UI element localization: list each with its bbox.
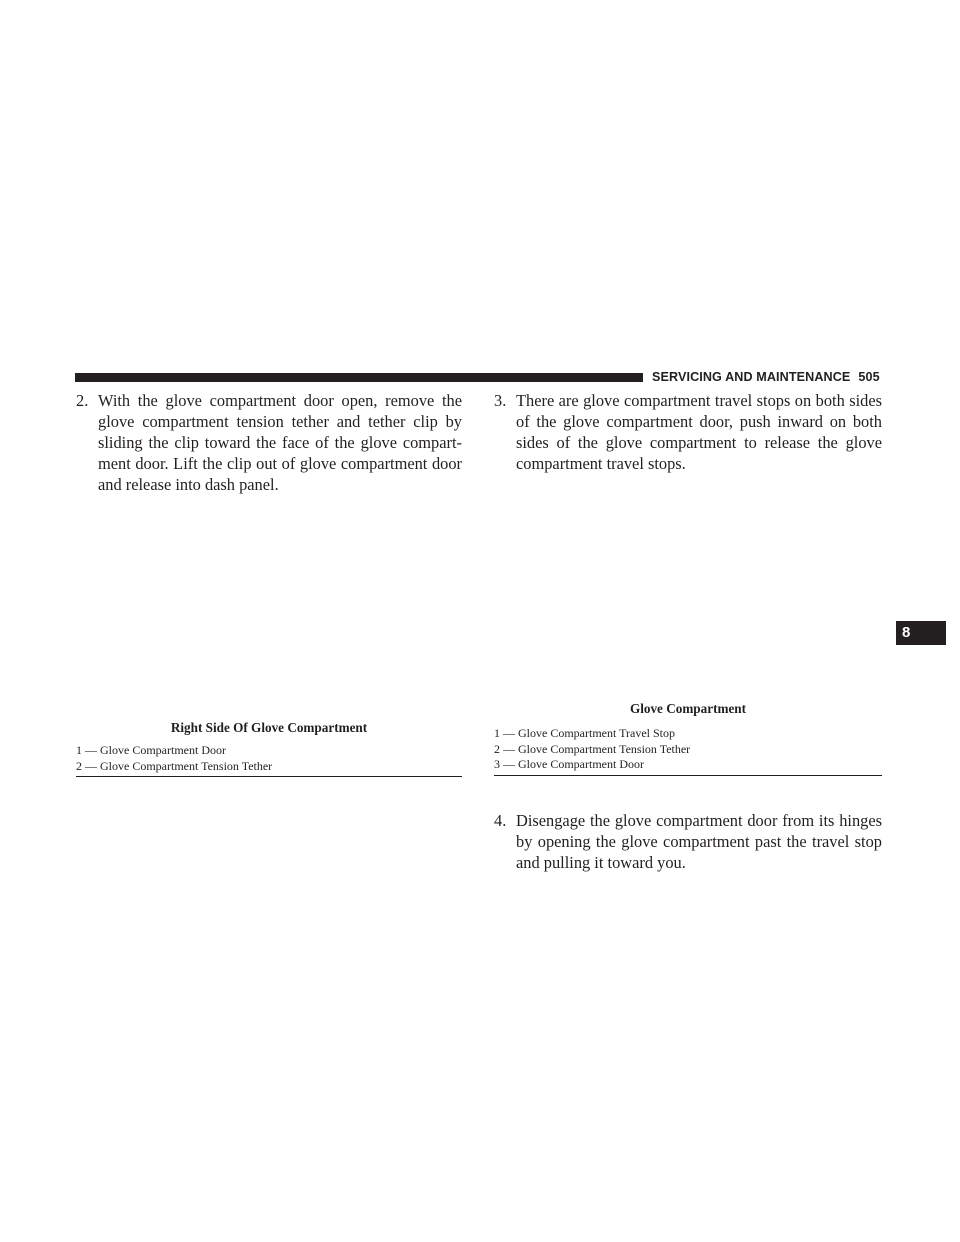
- legend-item: 1 — Glove Compartment Travel Stop: [494, 726, 675, 740]
- legend-item: 2 — Glove Compartment Tension Tether: [76, 758, 273, 773]
- figure-title-right-side: Right Side Of Glove Compartment: [170, 720, 368, 735]
- step-2-paragraph: [76, 390, 462, 495]
- figure-legend-right-side: [76, 743, 462, 777]
- step-number: 2.: [76, 391, 89, 410]
- section-title: SERVICING AND MAINTENANCE: [652, 370, 851, 384]
- page-number: 505: [858, 370, 880, 384]
- step-4-paragraph: [494, 810, 882, 873]
- legend-item: 1 — Glove Compartment Door: [76, 743, 226, 757]
- running-header: [652, 369, 892, 385]
- figure-legend-glove-compartment: [494, 726, 882, 776]
- step-text: With the glove compartment door open, remove the glove compartment tension tether and tether clip by sliding the clip toward the face of the glove compart-ment door. Lift the clip out of glove compartment door and release into dash panel.: [98, 391, 462, 494]
- step-text: There are glove compartment travel stops on both sides of the glove compartment door, push inward on both sides of the glove compartment to release the glove compartment travel stops.: [516, 391, 882, 473]
- figure-title-glove-compartment: Glove Compartment: [629, 701, 747, 716]
- legend-item: 2 — Glove Compartment Tension Tether: [494, 741, 691, 756]
- header-rule: [75, 373, 643, 382]
- step-text: Disengage the glove compartment door from its hinges by opening the glove compartment past the travel stop and pulling it toward you.: [516, 811, 882, 872]
- step-3-paragraph: [494, 390, 882, 474]
- step-number: 4.: [494, 811, 507, 830]
- chapter-tab: 8: [896, 621, 946, 645]
- step-number: 3.: [494, 391, 507, 410]
- legend-item: 3 — Glove Compartment Door: [494, 757, 644, 771]
